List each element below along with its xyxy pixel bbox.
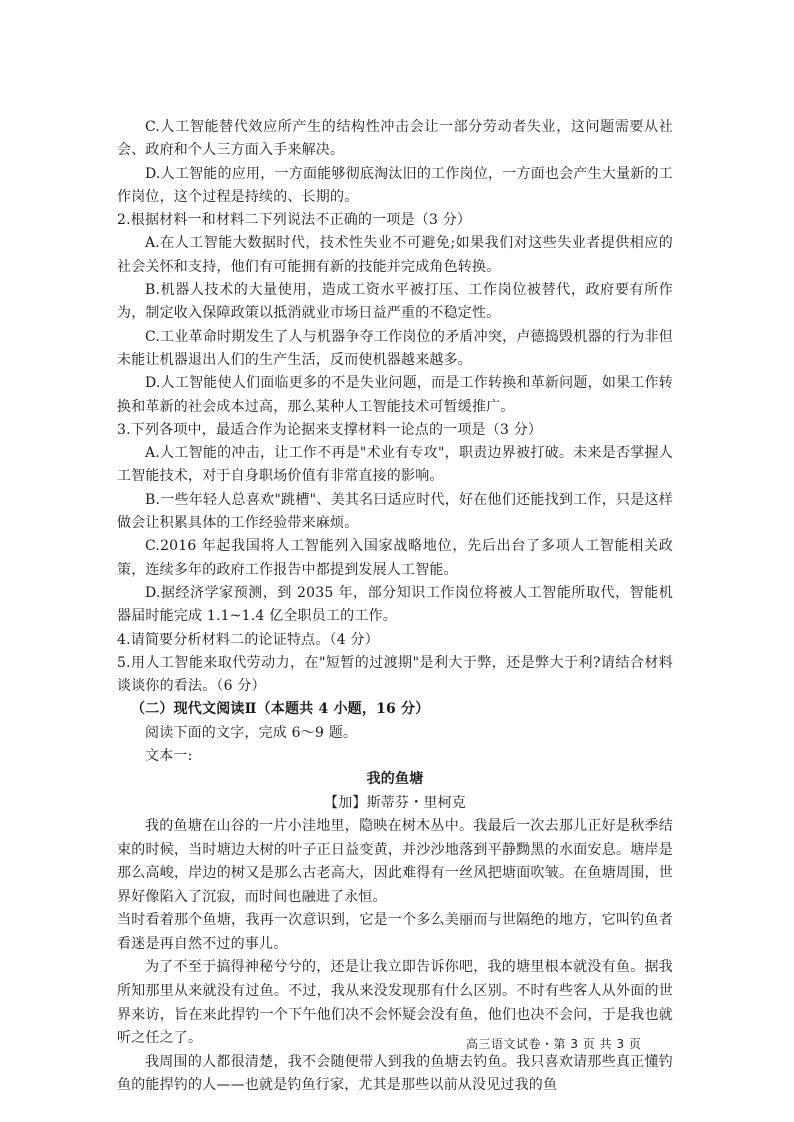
q1-option-d: D.人工智能的应用，一方面能够彻底淘汰旧的工作岗位，一方面也会产生大量新的工作岗位，这个过程是持续的、长期的。 — [117, 165, 673, 205]
story-author: 【加】斯蒂芬・里柯克 — [324, 794, 466, 811]
q2-stem: 2.根据材料一和材料二下列说法不正确的一项是（3 分） — [117, 212, 472, 229]
q2-option-c: C.工业革命时期发生了人与机器争夺工作岗位的矛盾冲突，卢德捣毁机器的行为非但未能让机器退出人们的生产生活，反而使机器越来越多。 — [117, 328, 673, 368]
q3-option-d: D.据经济学家预测，到 2035 年，部分知识工作岗位将被人工智能所取代，智能机器届时能完成 1.1~1.4 亿全职员工的工作。 — [117, 584, 673, 625]
story-paragraph-2: 当时看着那个鱼塘，我再一次意识到，它是一个多么美丽而与世隔绝的地方，它叫钓鱼者看迷是再自然不过的事儿。 — [117, 912, 673, 952]
q2-option-b: B.机器人技术的大量使用，造成工资水平被打压、工作岗位被替代，政府要有所作为，制定收入保障政策以抵消就业市场日益严重的不稳定性。 — [117, 282, 673, 322]
story-title: 我的鱼塘 — [366, 771, 424, 788]
story-body — [117, 815, 673, 1098]
q2-option-a: A.在人工智能大数据时代，技术性失业不可避免;如果我们对这些失业者提供相应的社会关怀和支持，他们有可能拥有新的技能并完成角色转换。 — [117, 235, 673, 275]
q2-option-d: D.人工智能使人们面临更多的不是失业问题，而是工作转换和革新问题，如果工作转换和革新的社会成本过高，那么某种人工智能技术可暂缓推广。 — [117, 375, 673, 415]
q1-option-c: C.人工智能替代效应所产生的结构性冲击会让一部分劳动者失业，这问题需要从社会、政府和个人三方面入手来解决。 — [117, 119, 673, 159]
q3-stem: 3.下列各项中，最适合作为论据来支撑材料一论点的一项是（3 分） — [117, 421, 543, 438]
page-footer: 高三语文试卷・第 3 页 共 3 页 — [466, 1037, 642, 1051]
section-heading: （二）现代文阅读Ⅱ（本题共 4 小题，16 分） — [131, 701, 430, 718]
q4-stem: 4.请简要分析材料二的论证特点。（4 分） — [117, 631, 379, 648]
q5-stem: 5.用人工智能来取代劳动力，在"短暂的过渡期"是利大于弊，还是弊大于利?请结合材料谈谈你的看法。（6 分） — [117, 654, 673, 695]
q3-option-b: B.一些年轻人总喜欢"跳槽"、美其名曰适应时代，好在他们还能找到工作，只是这样做会让积累具体的工作经验带来麻烦。 — [117, 491, 673, 532]
exam-content — [117, 116, 673, 1098]
q3-option-a: A.人工智能的冲击，让工作不再是"术业有专攻"，职责边界被打破。未来是否掌握人工智能技术，对于自身职场价值有非常直接的影响。 — [117, 445, 673, 485]
story-paragraph-4: 我周围的人都很清楚，我不会随便带人到我的鱼塘去钓鱼。我只喜欢请那些真正懂钓鱼的能捍钓的人——也就是钓鱼行家，尤其是那些以前从没见过我的鱼 — [117, 1053, 673, 1094]
story-paragraph-1: 我的鱼塘在山谷的一片小洼地里，隐映在树木丛中。我最后一次去那儿正好是秋季结束的时候，当时塘边大树的叶子正日益变黄，并沙沙地落到平静黝黑的水面安息。塘岸是那么高峻，岸边的树又是那么古老高大，因此难得有一丝风把塘面吹皱。在鱼塘周围，世界好像陷入了沉寂，而时间也融进了永恒。 — [117, 817, 673, 905]
section-instruction: 阅读下面的文字，完成 6～9 题。 — [145, 724, 358, 741]
text-label: 文本一: — [145, 748, 193, 765]
story-paragraph-3: 为了不至于搞得神秘兮兮的，还是让我立即告诉你吧，我的塘里根本就没有鱼。据我所知那里从来就没有过鱼。不过，我从来没发现那有什么区别。不时有些客人从外面的世界来访，旨在来此捍钓一个下午他们决不会怀疑会没有鱼，他们也决不会问，于是我也就听之任之了。 — [117, 959, 673, 1047]
q3-option-c: C.2016 年起我国将人工智能列入国家战略地位，先后出台了多项人工智能相关政策，连续多年的政府工作报告中都提到发展人工智能。 — [117, 538, 673, 578]
